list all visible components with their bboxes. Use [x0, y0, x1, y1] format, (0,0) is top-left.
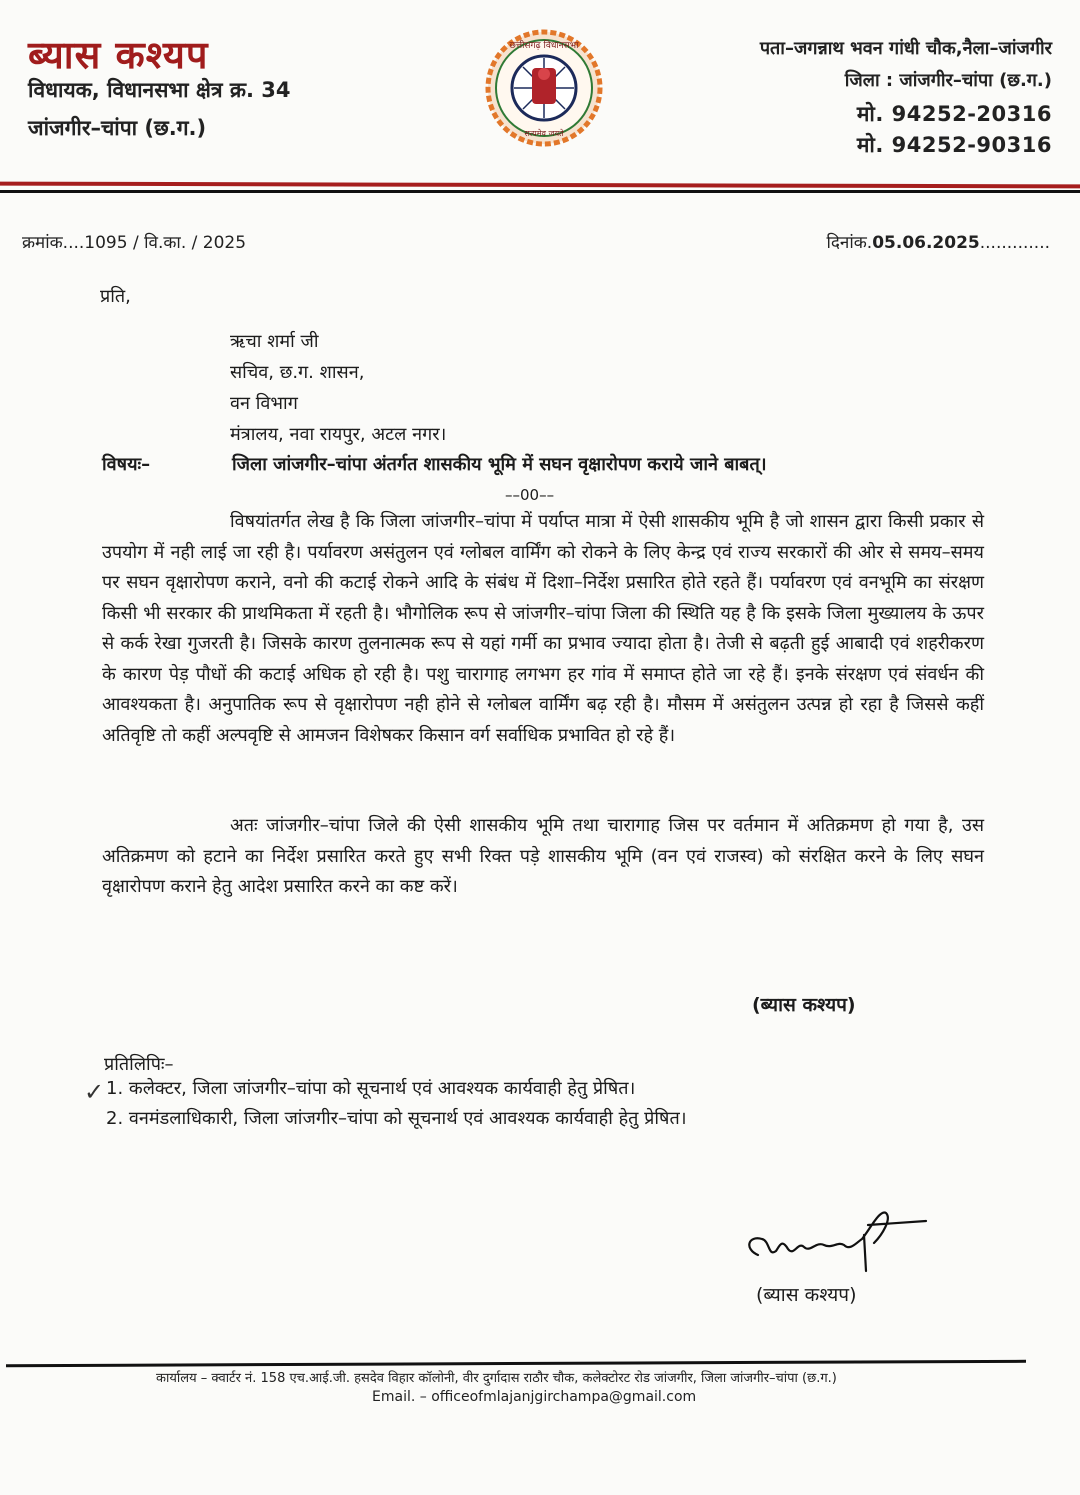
recipient-address [230, 326, 446, 450]
body-paragraph-2 [102, 811, 984, 903]
date-label: दिनांक. [826, 233, 873, 253]
letterhead-designation: विधायक, विधानसभा क्षेत्र क्र. 34 [28, 78, 291, 102]
recipient-designation: सचिव, छ.ग. शासन, [230, 362, 365, 383]
body-paragraph-2-text: अतः जांजगीर–चांपा जिले की ऐसी शासकीय भूमि तथा चारागाह जिस पर वर्तमान में अतिक्रमण हो गया है, उस अतिक्रमण को हटाने का निर्देश प्रसारित करते हुए सभी रिक्त पड़े शासकीय भूमि (वन एवं राजस्व) को संरक्षित करने के लिए सघन वृक्षारोपण कराने हेतु आदेश प्रसारित करने का कष्ट करें। [102, 815, 984, 897]
letterhead-constituency: जांजगीर–चांपा (छ.ग.) [28, 116, 207, 140]
recipient-name: ऋचा शर्मा जी [230, 331, 319, 352]
sender-name: (ब्यास कश्यप) [752, 994, 856, 1016]
footer-email: Email. – officeofmlajanjgirchampa@gmail.com [372, 1389, 697, 1405]
reference-number-value: 1095 / वि.का. / 2025 [84, 233, 247, 253]
header-divider-black [0, 190, 1080, 193]
letterhead-phone-2: मो. 94252-90316 [856, 133, 1052, 157]
footer-divider [6, 1360, 1026, 1367]
handwritten-signature-icon [740, 1205, 930, 1285]
recipient-location: मंत्रालय, नवा रायपुर, अटल नगर। [230, 424, 447, 445]
copy-item-2: 2. वनमंडलाधिकारी, जिला जांजगीर–चांपा को सूचनार्थ एवं आवश्यक कार्यवाही हेतु प्रेषित। [106, 1108, 687, 1129]
checkmark-icon: ✓ [84, 1078, 105, 1106]
letterhead-address-line1: पता–जगन्नाथ भवन गांधी चौक,नैला–जांजगीर [759, 38, 1052, 59]
letterhead-address-line2: जिला : जांजगीर–चांपा (छ.ग.) [844, 70, 1052, 91]
letter-date [826, 230, 1050, 253]
date-value: 05.06.2025 [872, 233, 980, 253]
reference-number [22, 230, 246, 253]
copy-item-1: 1. कलेक्टर, जिला जांजगीर–चांपा को सूचनार्थ एवं आवश्यक कार्यवाही हेतु प्रेषित। [106, 1078, 636, 1099]
signature-name: (ब्यास कश्यप) [756, 1284, 857, 1306]
footer-office-address: कार्यालय – क्वार्टर नं. 158 एच.आई.जी. हसदेव विहार कॉलोनी, वीर दुर्गादास राठौर चौक, कलेक्टोरट रोड जांजगीर, जिला जांजगीर–चांपा (छ.ग.) [156, 1371, 837, 1386]
salutation: प्रति, [100, 286, 131, 307]
subject-text: जिला जांजगीर–चांपा अंतर्गत शासकीय भूमि में सघन वृक्षारोपण कराये जाने बाबत्। [232, 454, 767, 475]
letterhead-name: ब्यास कश्यप [28, 33, 209, 77]
body-paragraph-1 [102, 507, 984, 751]
legislative-assembly-emblem-icon [478, 28, 610, 148]
reference-number-label: क्रमांक.... [22, 233, 85, 253]
date-dots: ............. [979, 233, 1050, 253]
body-paragraph-1-text: विषयांतर्गत लेख है कि जिला जांजगीर–चांपा में पर्याप्त मात्रा में ऐसी शासकीय भूमि है जो शासन द्वारा किसी प्रकार से उपयोग में नही लाई जा रही है। पर्यावरण असंतुलन एवं ग्लोबल वार्मिंग को रोकने के लिए केन्द्र एवं राज्य सरकारों की ओर से समय–समय पर सघन वृक्षारोपण कराने, वनो की कटाई रोकने आदि के संबंध में दिशा–निर्देश प्रसारित होते रहते हैं। पर्यावरण एवं वनभूमि का संरक्षण किसी भी सरकार की प्राथमिकता में रहती है। भौगोलिक रूप से जांजगीर–चांपा जिला की स्थिति यह है कि इसके जिला मुख्यालय के ऊपर से कर्क रेखा गुजरती है। जिसके कारण तुलनात्मक रूप से यहां गर्मी का प्रभाव ज्यादा होता है। तेजी से बढ़ती हुई आबादी एवं शहरीकरण के कारण पेड़ पौधों की कटाई अधिक हो रही है। पशु चारागाह लगभग हर गांव में समाप्त होते जा रहे हैं। इनके संरक्षण एवं संवर्धन की आवश्यकता है। अनुपातिक रूप से वृक्षारोपण नही होने से ग्लोबल वार्मिंग बढ़ रही है। मौसम में असंतुलन उत्पन्न हो रहा है जिससे कहीं अतिवृष्टि तो कहीं अल्पवृष्टि से आमजन विशेषकर किसान वर्ग सर्वाधिक प्रभावित हो रहे हैं। [102, 511, 984, 746]
letterhead-phone-1: मो. 94252-20316 [856, 102, 1052, 126]
emblem-motto-text: सत्यमेव जयते [524, 129, 564, 138]
subject-label: विषयः– [102, 454, 151, 475]
emblem-top-text: छत्तीसगढ़ विधानसभा [509, 41, 579, 51]
recipient-department: वन विभाग [230, 393, 298, 414]
header-divider-red [0, 182, 1080, 189]
subject-separator: ––00–– [505, 486, 555, 504]
copies-label: प्रतिलिपिः– [104, 1054, 174, 1075]
